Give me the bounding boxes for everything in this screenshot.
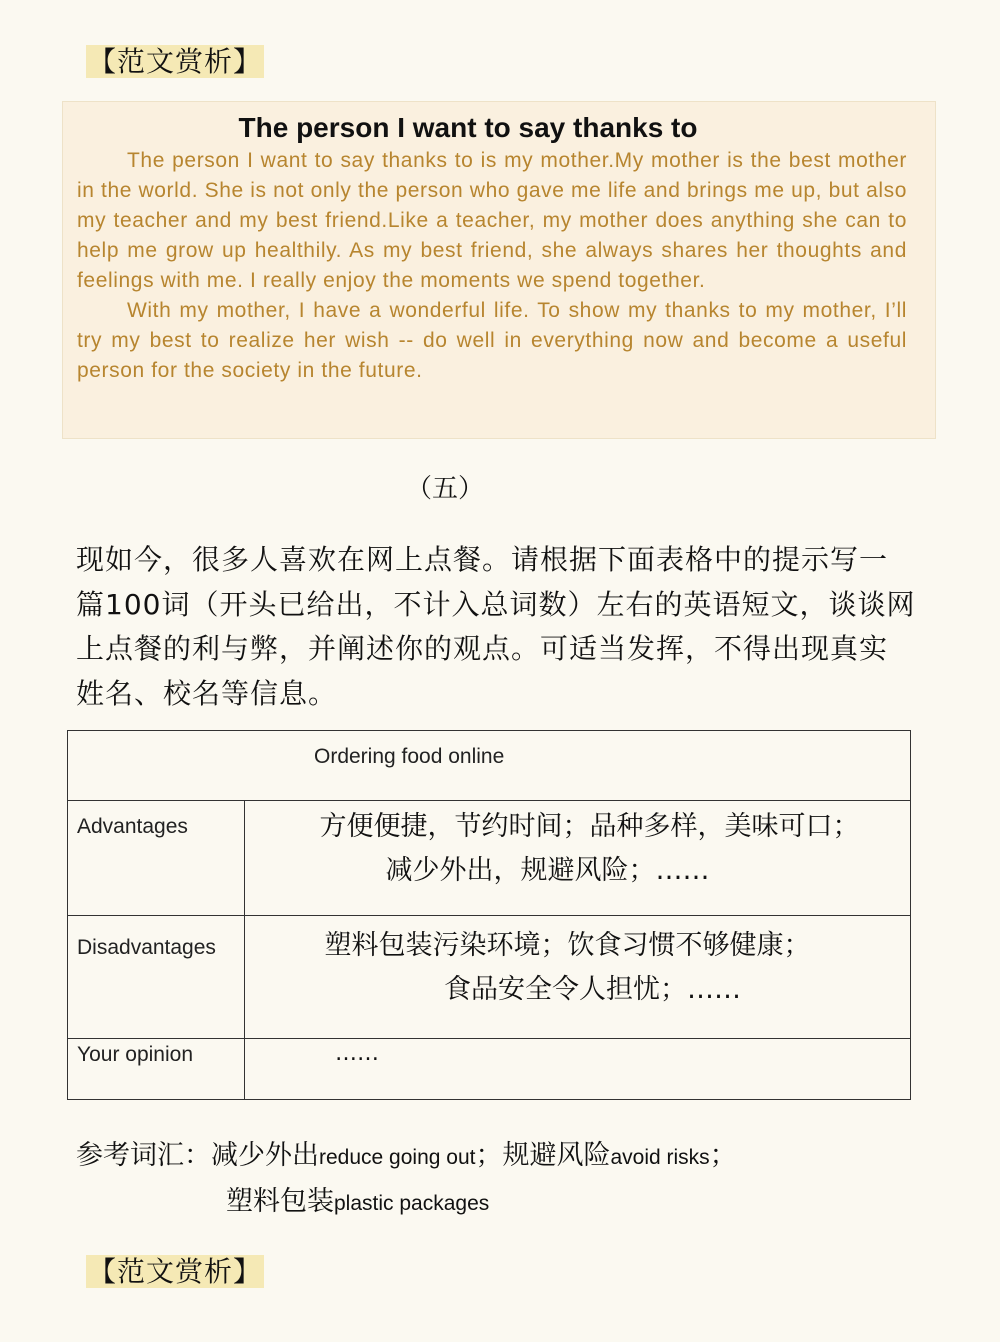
row-label: Your opinion (68, 1039, 245, 1099)
essay-paragraph: The person I want to say thanks to is my mother.My mother is the best mother in the world. She is not only the person who gave me life and brings me up, but also my teacher and my best friend.Like a teacher, my mother does anything she can to help me grow up healthily. As my best friend, she always shares her thoughts and feelings with me. I really enjoy the moments we spend together. (77, 149, 907, 292)
section-heading: 【范文赏析】 (88, 1255, 263, 1288)
sample-essay-box (62, 101, 936, 439)
row-content: 塑料包装污染环境；饮食习惯不够健康； 食品安全令人担忧；…… (324, 930, 811, 1005)
reference-vocabulary (76, 1134, 936, 1226)
writing-prompt: 现如今，很多人喜欢在网上点餐。请根据下面表格中的提示写一篇100词（开头已给出，不计入总词数）左右的英语短文，谈谈网上点餐的利与弊，并阐述你的观点。可适当发挥，不得出现真实姓名、校名等信息。 (76, 543, 916, 710)
essay-paragraph: With my mother, I have a wonderful life. To show my thanks to my mother, I’ll try my best to realize her wish -- do well in everything now and become a useful person for the society in the future. (77, 299, 907, 382)
row-label: Advantages (68, 801, 245, 915)
table-row (68, 1039, 910, 1099)
hint-table (67, 730, 911, 1100)
essay-title: The person I want to say thanks to (238, 112, 698, 143)
section-heading: 【范文赏析】 (88, 45, 263, 78)
vocab-line-1: 参考词汇：减少外出reduce going out；规避风险avoid risks； (76, 1140, 737, 1171)
vocab-line-2: 塑料包装plastic packages (226, 1186, 490, 1217)
table-header-row (68, 731, 910, 801)
table-title: Ordering food online (314, 745, 505, 768)
row-label: Disadvantages (68, 916, 245, 1038)
table-row (68, 801, 910, 916)
row-content: …… (335, 1041, 379, 1066)
table-row (68, 916, 910, 1039)
section-number: （五） (405, 474, 484, 504)
row-content: 方便便捷，节约时间；品种多样，美味可口； 减少外出，规避风险；…… (319, 811, 860, 886)
essay-body (77, 146, 907, 386)
